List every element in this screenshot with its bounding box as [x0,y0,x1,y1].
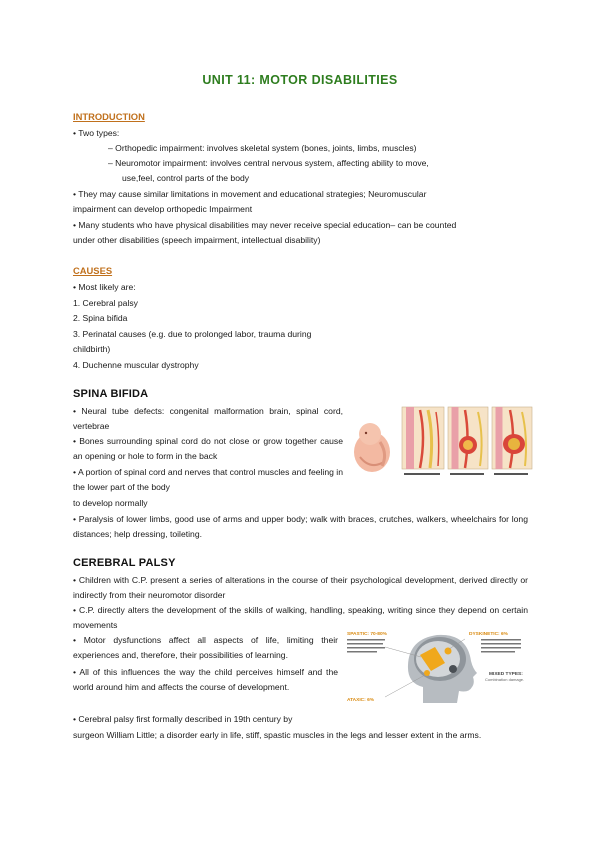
palsy-para-1: • Children with C.P. present a series of alterations in the course of their psychological development, derived directly or indirectly from their neuromotor disorder [73,575,528,600]
spina-para-2: • Bones surrounding spinal cord do not close or grow together cause an opening or hole to form in the back [73,436,343,461]
intro-bullet-special-ed: • Many students who have physical disabilities may never receive special education– can be counted [73,220,457,230]
label-spastic: SPASTIC: 70-80% [347,632,387,637]
intro-neuromotor: – Neuromotor impairment: involves central nervous system, affecting ability to move, [108,158,429,168]
causes-item-2: 2. Spina bifida [73,313,128,323]
causes-item-4: 4. Duchenne muscular dystrophy [73,360,199,370]
intro-bullet-limitations: • They may cause similar limitations in movement and educational strategies; Neuromuscular [73,189,427,199]
spine-cross-section-myelomeningocele [492,407,532,469]
intro-bullet-special-ed-cont: under other disabilities (speech impairment, intellectual disability) [73,235,321,245]
cerebral-palsy-types-figure [345,625,530,710]
intro-bullet-limitations-cont: impairment can develop orthopedic Impairment [73,204,253,214]
palsy-para-5: • Cerebral palsy first formally described in 19th century by [73,714,293,724]
section-heading-introduction: INTRODUCTION [73,111,145,122]
page-title: UNIT 11: MOTOR DISABILITIES [202,73,398,87]
causes-item-3-cont: childbirth) [73,344,111,354]
intro-orthopedic: – Orthopedic impairment: involves skeletal system (bones, joints, limbs, muscles) [108,143,417,153]
spine-cross-section-meningocele [448,407,488,469]
palsy-para-4: • All of this influences the way the child perceives himself and the world around him and affects the course of development. [73,667,338,692]
palsy-para-5-cont: surgeon William Little; a disorder early in life, stiff, spastic muscles in the legs and lesser extent in the arms. [73,730,482,740]
label-dyskinetic: DYSKINETIC: 6% [469,632,508,637]
section-heading-cerebral-palsy: CEREBRAL PALSY [73,557,176,569]
fetus-figure [354,423,390,472]
palsy-para-2: • C.P. directly alters the development of the skills of walking, handling, speaking, writing since they depend on certain movements [73,605,528,630]
spina-para-1: • Neural tube defects: congenital malformation brain, spinal cord, vertebrae [73,406,343,431]
spina-para-3-cont: to develop normally [73,498,148,508]
spina-bifida-illustration [350,402,535,482]
spina-para-4: • Paralysis of lower limbs, good use of arms and upper body; walk with braces, crutches, walkers, wheelchairs for long distances; help dressing, toileting. [73,514,528,539]
label-mixed-sub: Combination damage. [485,677,525,682]
causes-item-3: 3. Perinatal causes (e.g. due to prolonged labor, trauma during [73,329,312,339]
section-heading-causes: CAUSES [73,265,113,276]
intro-neuromotor-cont: use,feel, control parts of the body [122,173,250,183]
label-mixed-types: MIXED TYPES: [489,672,523,677]
intro-bullet-types: • Two types: [73,128,120,138]
spina-para-3: • A portion of spinal cord and nerves that control muscles and feeling in the lower part of the body [73,467,343,492]
label-ataxic: ATAXIC: 6% [347,698,375,703]
spine-cross-section-normal [402,407,444,469]
causes-item-1: 1. Cerebral palsy [73,298,138,308]
palsy-para-3: • Motor dysfunctions affect all aspects of life, limiting their experiences and, therefore, their possibilities of learning. [73,635,338,660]
causes-intro: • Most likely are: [73,282,136,292]
section-heading-spina-bifida: SPINA BIFIDA [73,388,149,400]
